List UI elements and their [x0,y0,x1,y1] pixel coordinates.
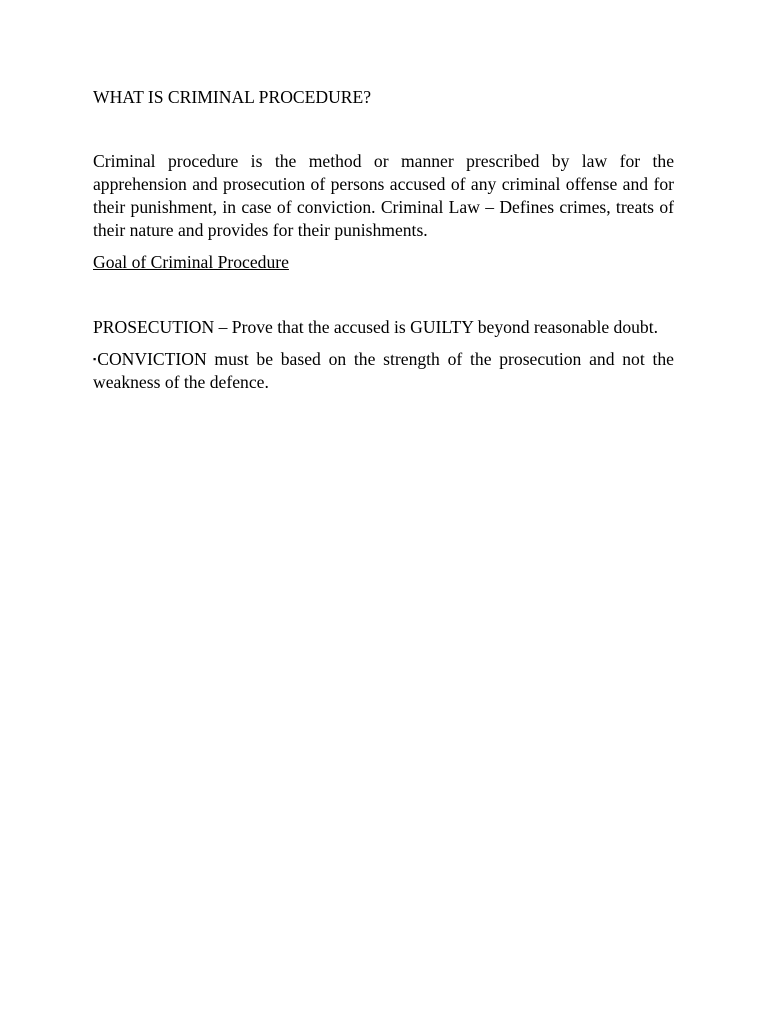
intro-paragraph: Criminal procedure is the method or manner prescribed by law for the apprehension and prosecution of persons accused of any criminal offense and for their punishment, in case of conviction. Criminal Law – Defines crimes, treats of their nature and provides for their punishments. [93,151,674,240]
conviction-text: CONVICTION must be based on the strength of the prosecution and not the weakness of the defence. [93,349,674,392]
square-bullet-icon: ▪ [93,354,97,364]
document-page [93,86,674,394]
prosecution-paragraph: PROSECUTION – Prove that the accused is GUILTY beyond reasonable doubt. [93,317,659,337]
document-title: WHAT IS CRIMINAL PROCEDURE? [93,87,372,107]
conviction-item [93,348,674,394]
section-subheading: Goal of Criminal Procedure [93,252,289,272]
